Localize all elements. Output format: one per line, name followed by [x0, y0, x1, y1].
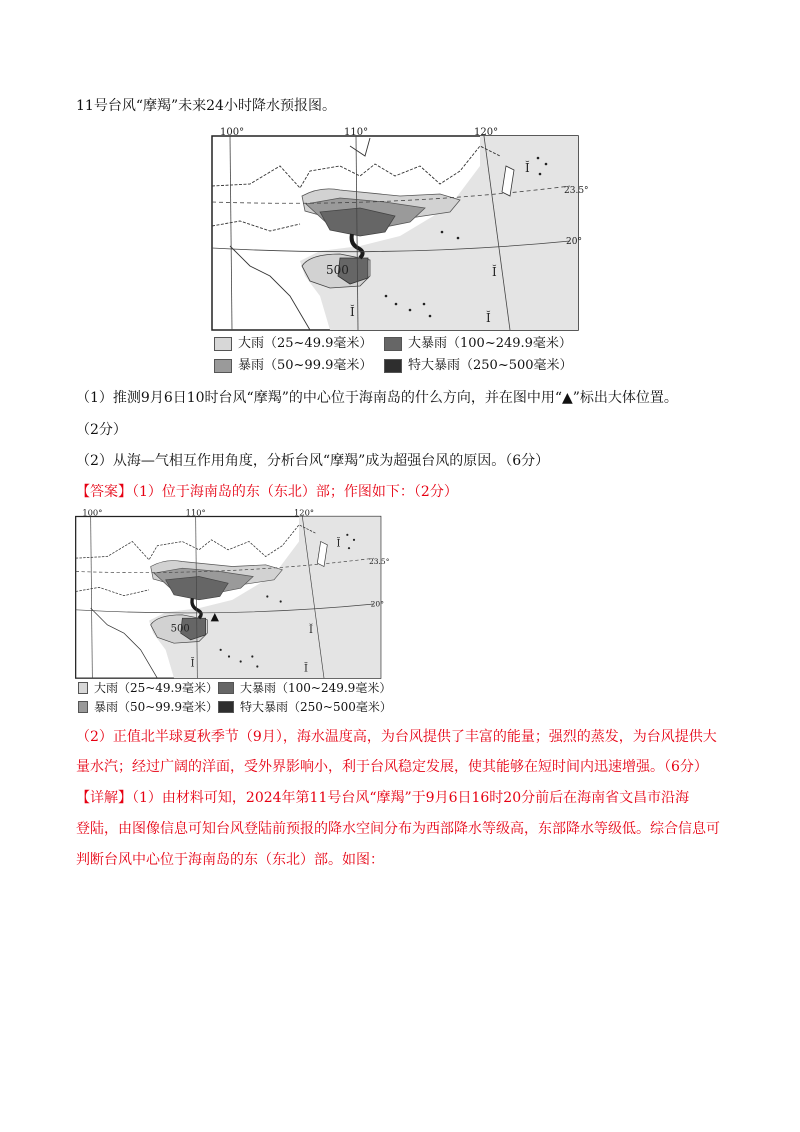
map-2-svg [74, 507, 390, 680]
detail-1-text: （1）由材料可知，2024年第11号台风“摩羯”于9月6日16时20分前后在海南省文昌市沿海 [132, 790, 690, 806]
detail-line-2: 登陆，由图像信息可知台风登陆前预报的降水空间分布为西部降水等级高，东部降水等级低。综合信息可 [76, 821, 720, 837]
svg-text:Ĭ: Ĭ [350, 305, 355, 319]
svg-text:Ĭ: Ĭ [492, 265, 497, 279]
rainfall-map-1 [210, 126, 589, 332]
lon-label-120: 120° [474, 127, 499, 138]
legend-swatch-dabaoyu [384, 337, 402, 351]
map2-lon-label-110: 110° [185, 507, 206, 518]
legend-label-dabaoyu: 大暴雨（100~249.9毫米） [408, 336, 572, 351]
legend-swatch-baoyu [214, 359, 232, 373]
lat-label-23-5: 23.5° [564, 186, 589, 196]
detail-line-3: 判断台风中心位于海南岛的东（东北）部。如图： [76, 852, 384, 868]
lon-label-110: 110° [344, 127, 369, 138]
map2-value-label-500: 500 [170, 623, 190, 635]
legend2-label-baoyu: 暴雨（50~99.9毫米） [93, 699, 218, 714]
answer-tag: 【答案】 [76, 484, 132, 500]
map2-lon-label-100: 100° [82, 507, 103, 518]
lon-label-100: 100° [220, 127, 245, 138]
map2-lat-label-23-5: 23.5° [369, 557, 390, 566]
legend-1 [214, 333, 573, 377]
legend-label-dayu: 大雨（25~49.9毫米） [238, 336, 373, 351]
answer-2-line-2: 量水汽；经过广阔的洋面，受外界影响小，利于台风稳定发展，使其能够在短时间内迅速增强。（6分） [76, 759, 708, 775]
svg-text:Ĭ: Ĭ [336, 538, 341, 550]
legend-label-tedabaoyu: 特大暴雨（250~500毫米） [408, 358, 573, 373]
legend-label-baoyu: 暴雨（50~99.9毫米） [238, 358, 373, 373]
legend2-swatch-dabaoyu [218, 682, 234, 694]
legend-swatch-tedabaoyu [384, 359, 402, 373]
legend2-label-tedabaoyu: 特大暴雨（250~500毫米） [240, 699, 392, 714]
legend2-swatch-dayu [78, 682, 88, 694]
legend-2 [78, 678, 392, 716]
typhoon-center-marker: ▲ [210, 609, 219, 623]
intro-text: 11号台风“摩羯”未来24小时降水预报图。 [76, 98, 336, 114]
legend2-swatch-tedabaoyu [218, 701, 234, 713]
answer-1-text: （1）位于海南岛的东（东北）部；作图如下：（2分） [132, 484, 458, 500]
map2-lon-label-120: 120° [294, 507, 315, 518]
svg-text:Ĭ: Ĭ [525, 161, 530, 175]
lat-label-20: 20° [566, 237, 582, 247]
svg-text:Ĭ: Ĭ [309, 625, 313, 637]
value-label-500: 500 [326, 263, 349, 277]
legend2-label-dabaoyu: 大暴雨（100~249.9毫米） [240, 680, 392, 695]
legend-swatch-dayu [214, 337, 232, 351]
legend2-label-dayu: 大雨（25~49.9毫米） [93, 680, 218, 695]
detail-tag: 【详解】 [76, 790, 132, 806]
map2-lat-label-20: 20° [370, 599, 384, 609]
svg-text:Ĭ: Ĭ [304, 663, 308, 675]
detail-line-1 [76, 788, 689, 808]
svg-text:Ĭ: Ĭ [486, 311, 491, 325]
rainfall-map-2 [74, 507, 390, 680]
svg-text:Ĭ: Ĭ [190, 658, 195, 670]
question-1-line-2: （2分） [76, 422, 127, 438]
question-1-line-1: （1）推测9月6日10时台风“摩羯”的中心位于海南岛的什么方向，并在图中用“▲”标出大体位置。 [76, 390, 678, 406]
map-1-svg [210, 126, 589, 332]
answer-line-1 [76, 482, 458, 502]
question-2: （2）从海—气相互作用角度，分析台风“摩羯”成为超强台风的原因。（6分） [76, 453, 550, 469]
legend2-swatch-baoyu [78, 701, 88, 713]
answer-2-line-1: （2）正值北半球夏秋季节（9月），海水温度高，为台风提供了丰富的能量；强烈的蒸发，为台风提供大 [76, 729, 717, 745]
